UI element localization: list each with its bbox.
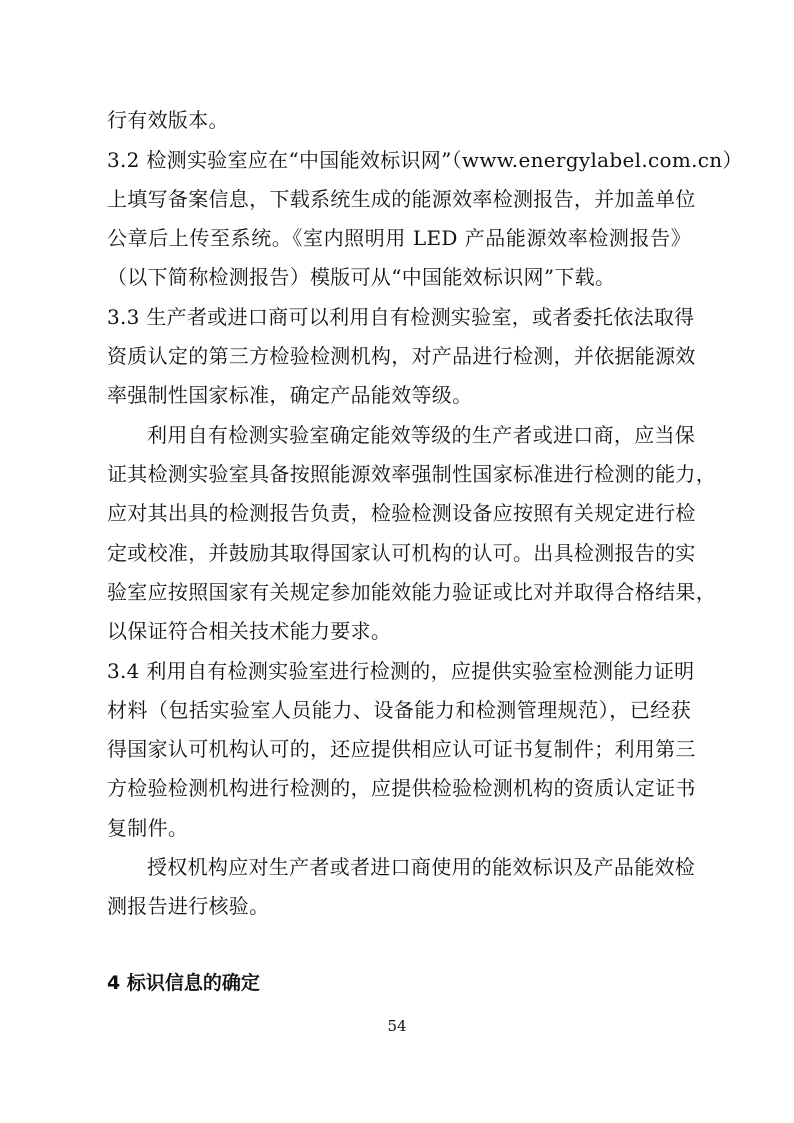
section-heading: 4 标识信息的确定 <box>107 972 260 994</box>
page-number: 54 <box>387 1017 407 1035</box>
text-line: 定或校准，并鼓励其取得国家认可机构的认可。出具检测报告的实 <box>107 541 696 565</box>
text-line: 测报告进行核验。 <box>107 894 270 918</box>
text-line: 3.3 生产者或进口商可以利用自有检测实验室，或者委托依法取得 <box>107 305 695 329</box>
text-line: （以下简称检测报告）模版可从“中国能效标识网”下载。 <box>107 265 616 289</box>
text-line: 公章后上传至系统。《室内照明用 LED 产品能源效率检测报告》 <box>107 226 691 250</box>
text-line: 授权机构应对生产者或者进口商使用的能效标识及产品能效检 <box>147 855 696 879</box>
text-line: 验室应按照国家有关规定参加能效能力验证或比对并取得合格结果， <box>107 580 716 604</box>
text-line: 3.2 检测实验室应在“中国能效标识网”（www.energylabel.com.cn） <box>107 148 743 172</box>
text-line: 以保证符合相关技术能力要求。 <box>107 619 392 643</box>
text-line: 复制件。 <box>107 816 189 840</box>
text-line: 率强制性国家标准，确定产品能效等级。 <box>107 383 473 407</box>
text-line: 应对其出具的检测报告负责，检验检测设备应按照有关规定进行检 <box>107 501 696 525</box>
text-line: 行有效版本。 <box>107 108 229 132</box>
text-line: 材料（包括实验室人员能力、设备能力和检测管理规范），已经获 <box>107 698 691 722</box>
text-line: 3.4 利用自有检测实验室进行检测的，应提供实验室检测能力证明 <box>107 659 695 683</box>
text-line: 证其检测实验室具备按照能源效率强制性国家标准进行检测的能力， <box>107 462 716 486</box>
text-line: 得国家认可机构认可的，还应提供相应认可证书复制件；利用第三 <box>107 737 696 761</box>
text-line: 上填写备案信息，下载系统生成的能源效率检测报告，并加盖单位 <box>107 187 696 211</box>
text-line: 利用自有检测实验室确定能效等级的生产者或进口商，应当保 <box>147 423 696 447</box>
text-line: 资质认定的第三方检验检测机构，对产品进行检测，并依据能源效 <box>107 344 696 368</box>
text-line: 方检验检测机构进行检测的，应提供检验检测机构的资质认定证书 <box>107 776 696 800</box>
